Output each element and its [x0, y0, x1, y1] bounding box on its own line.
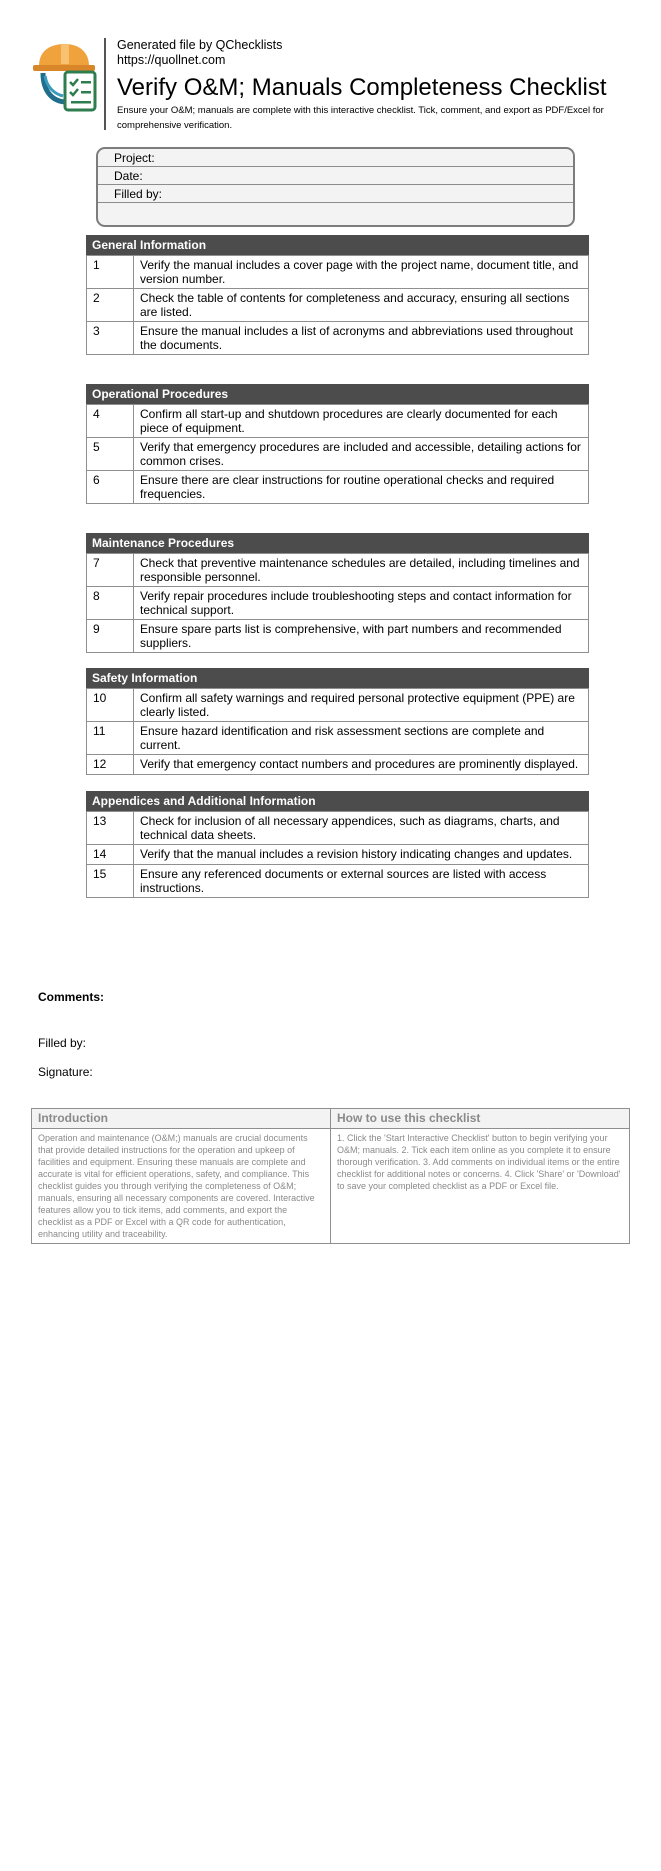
- section-title: General Information: [86, 235, 589, 255]
- item-text: Confirm all safety warnings and required personal protective equipment (PPE) are clearly listed.: [134, 689, 589, 722]
- item-text: Ensure hazard identification and risk assessment sections are complete and current.: [134, 722, 589, 755]
- project-label: Project:: [114, 151, 155, 165]
- item-number: 10: [87, 689, 134, 722]
- section-safety-information: [86, 668, 589, 775]
- item-text: Ensure any referenced documents or external sources are listed with access instructions.: [134, 865, 589, 898]
- checklist-row[interactable]: [87, 755, 589, 775]
- date-label: Date:: [114, 169, 143, 183]
- checklist-row[interactable]: [87, 689, 589, 722]
- checklist-row[interactable]: [87, 554, 589, 587]
- filled-by-field[interactable]: [98, 185, 573, 203]
- section-operational-procedures: [86, 384, 589, 504]
- logo-divider: [104, 38, 106, 130]
- item-text: Ensure spare parts list is comprehensive, with part numbers and recommended suppliers.: [134, 620, 589, 653]
- project-field[interactable]: [98, 149, 573, 167]
- hardhat-checklist-logo-icon: [33, 40, 103, 114]
- item-number: 11: [87, 722, 134, 755]
- item-number: 7: [87, 554, 134, 587]
- item-text: Check the table of contents for completeness and accuracy, ensuring all sections are listed.: [134, 289, 589, 322]
- item-number: 3: [87, 322, 134, 355]
- item-text: Verify the manual includes a cover page with the project name, document title, and version number.: [134, 256, 589, 289]
- source-url-link[interactable]: https://quollnet.com: [117, 53, 226, 67]
- project-info-box: [96, 147, 575, 227]
- checklist-table: [86, 688, 589, 775]
- item-number: 13: [87, 812, 134, 845]
- item-text: Ensure the manual includes a list of acronyms and abbreviations used throughout the documents.: [134, 322, 589, 355]
- checklist-row[interactable]: [87, 812, 589, 845]
- checklist-row[interactable]: [87, 322, 589, 355]
- checklist-table: [86, 811, 589, 898]
- item-text: Verify that the manual includes a revision history indicating changes and updates.: [134, 845, 589, 865]
- item-number: 1: [87, 256, 134, 289]
- checklist-row[interactable]: [87, 471, 589, 504]
- section-title: Safety Information: [86, 668, 589, 688]
- generated-by-text: Generated file by QChecklists: [117, 38, 283, 52]
- section-title: Appendices and Additional Information: [86, 791, 589, 811]
- item-number: 6: [87, 471, 134, 504]
- how-to-text: 1. Click the 'Start Interactive Checklist' button to begin verifying your O&M; manuals. 2. Tick each item online as you complete it to ensure thorough verification. 3. Add comments on individual items or the entire checklist for additional notes or concerns. 4. Click 'Share' or 'Download' to save your completed checklist as a PDF or Excel file.: [331, 1129, 630, 1244]
- checklist-table: [86, 255, 589, 355]
- item-number: 14: [87, 845, 134, 865]
- item-text: Verify that emergency procedures are included and accessible, detailing actions for common crises.: [134, 438, 589, 471]
- date-field[interactable]: [98, 167, 573, 185]
- item-number: 5: [87, 438, 134, 471]
- checklist-row[interactable]: [87, 587, 589, 620]
- item-number: 2: [87, 289, 134, 322]
- comments-area[interactable]: [38, 990, 104, 1004]
- section-title: Operational Procedures: [86, 384, 589, 404]
- page-subtitle: Ensure your O&M; manuals are complete with this interactive checklist. Tick, comment, and export as PDF/Excel for comprehensive verification.: [117, 105, 604, 131]
- filled-by-label: Filled by:: [114, 187, 163, 201]
- introduction-heading: Introduction: [32, 1109, 331, 1129]
- how-to-heading: How to use this checklist: [331, 1109, 630, 1129]
- filled-by-signoff: Filled by:: [38, 1036, 87, 1050]
- checklist-row[interactable]: [87, 845, 589, 865]
- item-number: 15: [87, 865, 134, 898]
- item-number: 12: [87, 755, 134, 775]
- checklist-row[interactable]: [87, 620, 589, 653]
- item-number: 4: [87, 405, 134, 438]
- item-text: Ensure there are clear instructions for routine operational checks and required frequencies.: [134, 471, 589, 504]
- item-number: 8: [87, 587, 134, 620]
- section-maintenance-procedures: [86, 533, 589, 653]
- item-text: Verify repair procedures include troubleshooting steps and contact information for technical support.: [134, 587, 589, 620]
- section-appendices: [86, 791, 589, 898]
- item-text: Check for inclusion of all necessary appendices, such as diagrams, charts, and technical data sheets.: [134, 812, 589, 845]
- signature-label: Signature:: [38, 1065, 93, 1079]
- page-title: Verify O&M; Manuals Completeness Checklist: [117, 74, 607, 101]
- checklist-row[interactable]: [87, 438, 589, 471]
- section-general-information: [86, 235, 589, 355]
- item-text: Check that preventive maintenance schedules are detailed, including timelines and responsible personnel.: [134, 554, 589, 587]
- header-text: [117, 38, 637, 133]
- checklist-row[interactable]: [87, 865, 589, 898]
- checklist-row[interactable]: [87, 256, 589, 289]
- checklist-row[interactable]: [87, 405, 589, 438]
- checklist-table: [86, 553, 589, 653]
- blank-field[interactable]: [98, 203, 573, 221]
- checklist-row[interactable]: [87, 722, 589, 755]
- checklist-row[interactable]: [87, 289, 589, 322]
- info-footer-table: [31, 1108, 630, 1244]
- item-number: 9: [87, 620, 134, 653]
- item-text: Verify that emergency contact numbers and procedures are prominently displayed.: [134, 755, 589, 775]
- introduction-text: Operation and maintenance (O&M;) manuals are crucial documents that provide detailed instructions for the operation and upkeep of facilities and equipment. Ensuring these manuals are complete and accurate is vital for efficient operations, safety, and compliance. This checklist guides you through verifying the completeness of O&M; manuals, ensuring all necessary components are covered. Interactive features allow you to tick items, add comments, and export the checklist as a PDF or Excel with a QR code for authentication, enhancing utility and traceability.: [32, 1129, 331, 1244]
- document-header: [33, 38, 633, 130]
- section-title: Maintenance Procedures: [86, 533, 589, 553]
- checklist-table: [86, 404, 589, 504]
- comments-label: Comments:: [38, 990, 105, 1004]
- item-text: Confirm all start-up and shutdown procedures are clearly documented for each piece of equipment.: [134, 405, 589, 438]
